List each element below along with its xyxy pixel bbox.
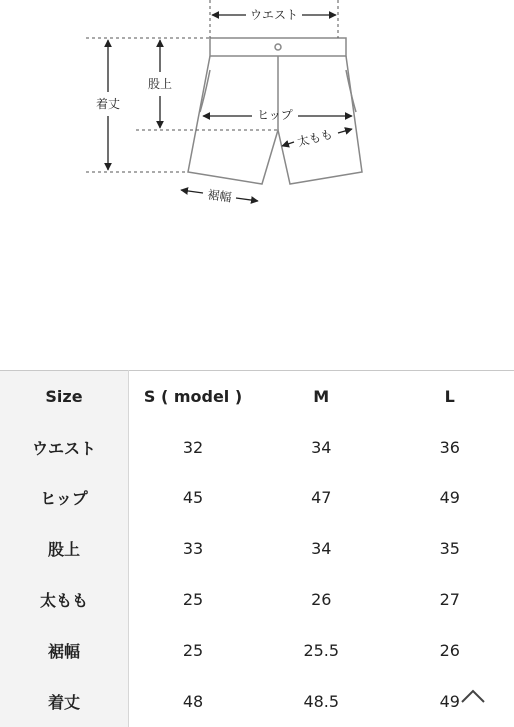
table-cell: 27 — [386, 574, 514, 625]
table-row — [0, 422, 514, 473]
table-header-row — [0, 371, 514, 422]
table-cell: 25.5 — [257, 625, 386, 676]
length-label: 着丈 — [96, 96, 120, 111]
table-cell: 49 — [386, 473, 514, 524]
table-cell: 48.5 — [257, 676, 386, 727]
row-label: 股上 — [0, 523, 129, 574]
corner-cell: Size — [0, 371, 129, 422]
table-cell: 47 — [257, 473, 386, 524]
table-row — [0, 625, 514, 676]
waist-label: ウエスト — [250, 8, 298, 22]
chevron-up-icon — [458, 683, 488, 707]
hip-label: ヒップ — [257, 108, 293, 122]
table-row — [0, 473, 514, 524]
length-dimension — [96, 40, 120, 170]
column-header-s: S ( model ) — [129, 371, 258, 422]
table-cell: 34 — [257, 422, 386, 473]
row-label: 裾幅 — [0, 625, 129, 676]
rise-label: 股上 — [148, 76, 172, 91]
hem-label: 裾幅 — [207, 186, 233, 204]
table-cell: 33 — [129, 523, 258, 574]
scroll-top-button[interactable] — [458, 683, 488, 707]
thigh-label: 太もも — [296, 126, 335, 149]
hem-dimension — [181, 186, 258, 204]
hip-dimension — [203, 108, 352, 122]
column-header-m: M — [257, 371, 386, 422]
table-cell: 35 — [386, 523, 514, 574]
row-label: 太もも — [0, 574, 129, 625]
rise-dimension — [148, 40, 172, 128]
table-cell: 48 — [129, 676, 258, 727]
shorts-measurement-diagram — [0, 0, 514, 240]
table-cell: 45 — [129, 473, 258, 524]
row-label: ヒップ — [0, 473, 129, 524]
size-table — [0, 370, 514, 727]
table-cell: 25 — [129, 574, 258, 625]
table-cell: 49 — [386, 676, 514, 727]
table-cell: 36 — [386, 422, 514, 473]
waist-dimension — [212, 8, 336, 22]
table-row — [0, 523, 514, 574]
table-cell: 26 — [386, 625, 514, 676]
table-cell: 32 — [129, 422, 258, 473]
column-header-l: L — [386, 371, 514, 422]
table-cell: 26 — [257, 574, 386, 625]
row-label: ウエスト — [0, 422, 129, 473]
row-label: 着丈 — [0, 676, 129, 727]
table-cell: 25 — [129, 625, 258, 676]
table-row — [0, 574, 514, 625]
thigh-dimension — [282, 126, 352, 149]
table-row — [0, 676, 514, 727]
table-cell: 34 — [257, 523, 386, 574]
